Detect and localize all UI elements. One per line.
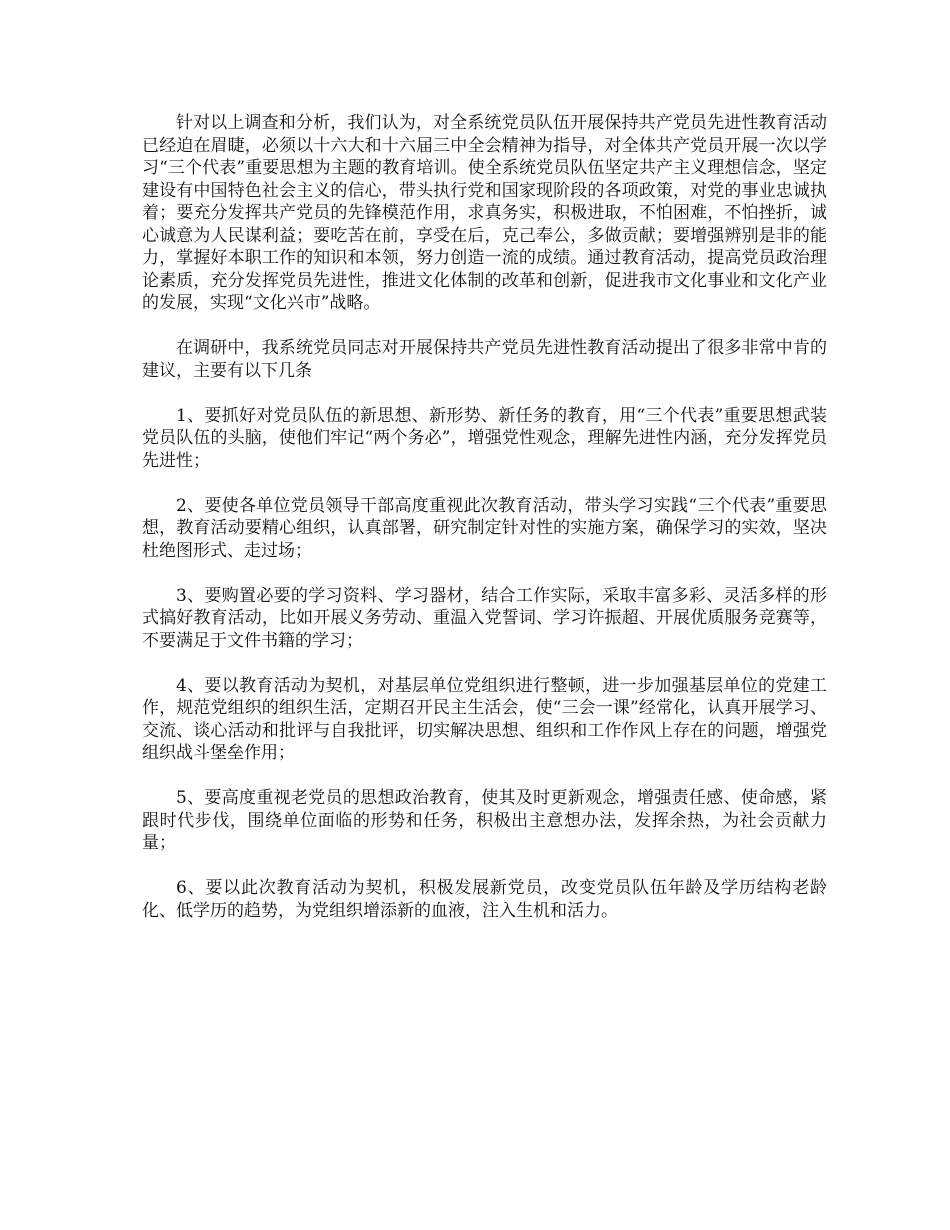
suggestion-item-2: 2、要使各单位党员领导干部高度重视此次教育活动，带头学习实践“三个代表”重要思想，教育活动要精心组织，认真部署，研究制定针对性的实施方案，确保学习的实效，坚决杜绝图形式、走过场； <box>142 495 827 561</box>
suggestion-item-1: 1、要抓好对党员队伍的新思想、新形势、新任务的教育，用“三个代表”重要思想武装党员队伍的头脑，使他们牢记“两个务必”，增强党性观念，理解先进性内涵，充分发挥党员先进性； <box>142 405 827 471</box>
suggestion-item-4: 4、要以教育活动为契机，对基层单位党组织进行整顿，进一步加强基层单位的党建工作，规范党组织的组织生活，定期召开民主生活会，使“三会一课”经常化，认真开展学习、交流、谈心活动和批评与自我批评，切实解决思想、组织和工作作风上存在的问题，增强党组织战斗堡垒作用； <box>142 675 827 763</box>
suggestion-item-3: 3、要购置必要的学习资料、学习器材，结合工作实际，采取丰富多彩、灵活多样的形式搞好教育活动，比如开展义务劳动、重温入党誓词、学习许振超、开展优质服务竞赛等，不要满足于文件书籍的学习； <box>142 585 827 651</box>
suggestion-item-5: 5、要高度重视老党员的思想政治教育，使其及时更新观念，增强责任感、使命感，紧跟时代步伐，围绕单位面临的形势和任务，积极出主意想办法，发挥余热，为社会贡献力量； <box>142 788 827 853</box>
suggestions-lead-paragraph: 在调研中，我系统党员同志对开展保持共产党员先进性教育活动提出了很多非常中肯的建议，主要有以下几条 <box>142 338 827 381</box>
suggestion-item-6: 6、要以此次教育活动为契机，积极发展新党员，改变党员队伍年龄及学历结构老龄化、低学历的趋势，为党组织增添新的血液，注入生机和活力。 <box>142 878 827 921</box>
intro-paragraph: 针对以上调查和分析，我们认为，对全系统党员队伍开展保持共产党员先进性教育活动已经迫在眉睫，必须以十六大和十六届三中全会精神为指导，对全体共产党员开展一次以学习“三个代表”重要思想为主题的教育培训。使全系统党员队伍坚定共产主义理想信念，坚定建设有中国特色社会主义的信心，带头执行党和国家现阶段的各项政策，对党的事业忠诚执着；要充分发挥共产党员的先锋模范作用，求真务实，积极进取，不怕困难，不怕挫折，诚心诚意为人民谋利益；要吃苦在前，享受在后，克己奉公，多做贡献；要增强辨别是非的能力，掌握好本职工作的知识和本领，努力创造一流的成绩。通过教育活动，提高党员政治理论素质，充分发挥党员先进性，推进文化体制的改革和创新，促进我市文化事业和文化产业的发展，实现“文化兴市”战略。 <box>142 113 827 313</box>
document-body <box>142 112 827 945</box>
